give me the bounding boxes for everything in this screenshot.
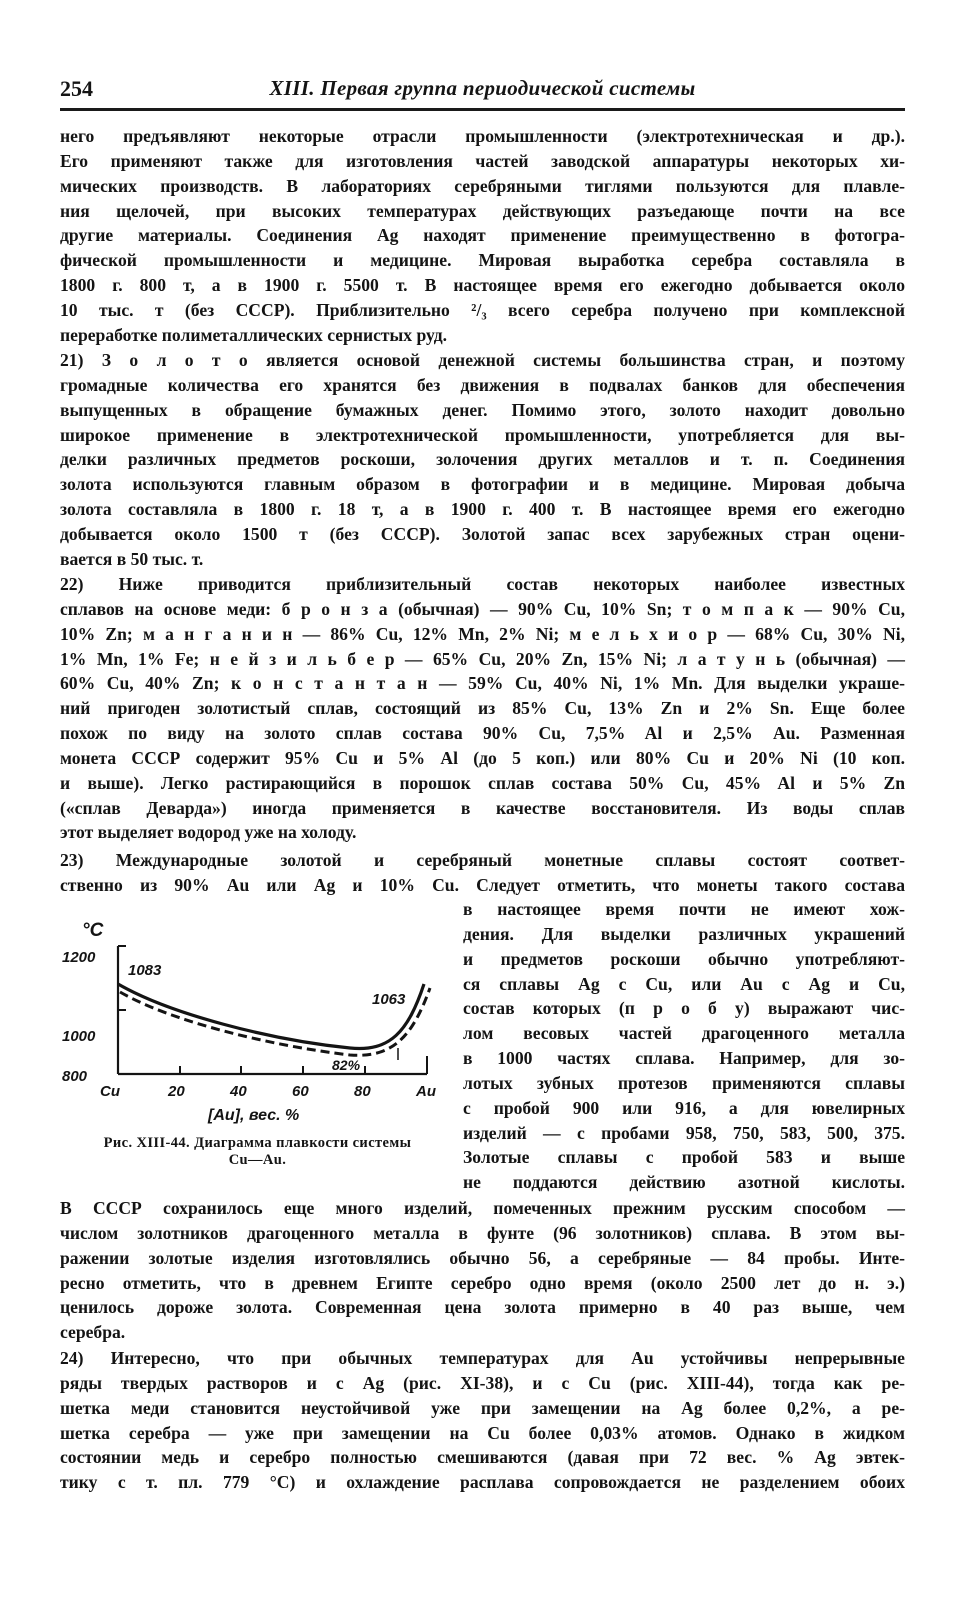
y-tick-1000: 1000 <box>62 1028 96 1045</box>
x-tick-au: Au <box>416 1083 436 1100</box>
text-line: ний пригоден золотистый сплав, состоящий из 85% Cu, 13% Zn и 2% Sn. Еще более <box>60 698 905 719</box>
figure-caption <box>60 1135 455 1169</box>
text-line: 1800 г. 800 т, а в 1900 г. 5500 т. В настоящее время его ежегодно добывается около <box>60 275 905 296</box>
text-line: с пробой 900 или 916, а для ювелирных <box>463 1097 905 1118</box>
text-line: состав которых (п р о б у) выражают чис- <box>463 998 905 1019</box>
y-tick-1200: 1200 <box>62 949 96 966</box>
text-line: и выше). Легко растирающийся в порошок сплав состава 50% Cu, 45% Al и 5% Zn <box>60 772 905 793</box>
note-23-continuation <box>60 1196 905 1345</box>
x-tick-80: 80 <box>354 1083 371 1100</box>
text-line: в настоящее время почти не имеют хож- <box>463 899 905 919</box>
text-line: 24) Интересно, что при обычных температурах для Au устойчивы непрерывные <box>60 1348 905 1368</box>
text-line: выпущенных в обращение бумажных денег. Помимо этого, золото находит довольно <box>60 399 905 420</box>
text-line: лотых зубных протезов применяются сплавы <box>463 1072 905 1093</box>
text-line: Золотые сплавы с пробой 583 и выше <box>463 1147 905 1168</box>
y-unit-label: °C <box>82 920 104 941</box>
text-line: сплавов на основе меди: б р о н з а (обычная) — 90% Cu, 10% Sn; т о м п а к — 90% Cu, <box>60 598 905 619</box>
text-line: ния щелочей, при высоких температурах действующих разъедающе почти на все <box>60 200 905 221</box>
text-line: числом золотников драгоценного металла в фунте (96 золотников) сплава. В этом вы- <box>60 1222 905 1243</box>
text-line: Его применяют также для изготовления частей заводской аппаратуры некоторых хи- <box>60 150 905 171</box>
x-tick-20: 20 <box>168 1083 185 1100</box>
cu-melting-point-label: 1083 <box>128 962 162 979</box>
text-line: ценилось дороже золота. Современная цена золота примерно в 40 раз выше, чем <box>60 1297 905 1318</box>
text-line: золота составляла в 1800 г. 18 т, а в 1900 г. 400 т. В настоящее время его ежегодно <box>60 499 905 520</box>
note-22-copper-alloys <box>60 572 905 845</box>
note-23-side-text <box>463 897 905 1195</box>
text-line: золота используются главным образом в фотографии и в медицине. Мировая добыча <box>60 474 905 495</box>
x-tick-40: 40 <box>230 1083 247 1100</box>
text-line: переработке полиметаллических сернистых руд. <box>60 324 448 345</box>
text-line: лом весовых частей драгоценного металла <box>463 1023 905 1044</box>
text-line: 10% Zn; м а н г а н и н — 86% Cu, 12% Mn, 2% Ni; м е л ь х и о р — 68% Cu, 30% Ni, <box>60 623 905 644</box>
header-rule <box>60 108 905 111</box>
text-line: ственно из 90% Au или Ag и 10% Cu. Следует отметить, что монеты такого состава <box>60 874 905 895</box>
text-line: дения. Для выделки различных украшений <box>463 923 905 944</box>
text-line: в 1000 частях сплава. Например, для зо- <box>463 1048 905 1069</box>
running-title: XIII. Первая группа периодической системы <box>269 76 696 100</box>
text-line: монета СССР содержит 95% Cu и 5% Al (до 5 коп.) или 80% Cu и 20% Ni (10 коп. <box>60 747 905 768</box>
text-line: 22) Ниже приводится приблизительный состав некоторых наиболее известных <box>60 574 905 594</box>
au-melting-point-label: 1063 <box>372 991 406 1008</box>
text-line: состоянии медь и серебро полностью смешиваются (давая при 72 вес. % Ag эвтек- <box>60 1447 905 1468</box>
text-line: и предметов роскоши обычно употребляют- <box>463 948 905 969</box>
text-line: мических производств. В лабораториях серебряными тиглями пользуются для плавле- <box>60 175 905 196</box>
text-line: другие материалы. Соединения Ag находят применение преимущественно в фотогра- <box>60 225 905 246</box>
note-23-coin-alloys <box>60 848 905 898</box>
x-tick-cu: Cu <box>100 1083 120 1100</box>
x-tick-60: 60 <box>292 1083 309 1100</box>
note-24-solid-solutions <box>60 1346 905 1495</box>
text-line: 1% Mn, 1% Fe; н е й з и л ь б е р — 65% Cu, 20% Zn, 15% Ni; л а т у н ь (обычная) — <box>60 648 905 669</box>
text-line: похож по виду на золото сплав состава 90% Cu, 7,5% Al и 2,5% Au. Разменная <box>60 723 905 744</box>
figure-caption-line-2: Cu—Au. <box>228 1152 287 1168</box>
text-line: не поддаются действию азотной кислоты. <box>463 1172 905 1193</box>
text-line: 23) Международные золотой и серебряный монетные сплавы состоят соответ- <box>60 850 905 870</box>
text-line: шетка меди становится неустойчивой уже при замещении на Ag более 0,2%, а ре- <box>60 1397 905 1418</box>
text-line: добывается около 1500 т (без СССР). Золотой запас всех зарубежных стран оцени- <box>60 523 905 544</box>
paragraph-silver-uses <box>60 124 905 348</box>
figure-cu-au-phase-diagram <box>60 912 455 1192</box>
text-line: 10 тыс. т (без СССР). Приблизительно ²/₃ всего серебра получено при комплексной <box>60 299 905 320</box>
text-line: фической промышленности и медицине. Мировая выработка серебра составляла в <box>60 250 905 271</box>
text-line: делки различных предметов роскоши, золочения других металлов и т. п. Соединения <box>60 449 905 470</box>
text-line: громадные количества его хранятся без движения в подвалах банков для обеспечения <box>60 374 905 395</box>
minimum-composition-label: 82% <box>332 1057 361 1073</box>
text-line: изделий — с пробами 958, 750, 583, 500, 375. <box>463 1122 905 1143</box>
text-line: серебра. <box>60 1322 126 1343</box>
phase-diagram-plot <box>60 912 455 1132</box>
text-line: ресно отметить, что в древнем Египте серебро одно время (около 2500 лет до н. э.) <box>60 1272 905 1293</box>
text-line: вается в 50 тыс. т. <box>60 548 204 569</box>
text-line: 60% Cu, 40% Zn; к о н с т а н т а н — 59% Cu, 40% Ni, 1% Mn. Для выделки украше- <box>60 673 905 694</box>
text-line: 21) З о л о т о является основой денежной системы большинства стран, и поэтому <box>60 350 905 370</box>
text-line: шетка серебра — уже при замещении на Cu более 0,03% атомов. Однако в жидком <box>60 1422 905 1443</box>
y-tick-800: 800 <box>62 1068 88 1085</box>
text-line: («сплав Деварда») иногда применяется в качестве восстановителя. Из воды сплав <box>60 797 905 818</box>
text-line: этот выделяет водород уже на холоду. <box>60 822 357 843</box>
text-line: ся сплавы Ag с Cu, или Au с Ag и Cu, <box>463 973 905 994</box>
text-line: В СССР сохранилось еще много изделий, помеченных прежним русским способом — <box>60 1198 905 1218</box>
page-header <box>60 72 905 106</box>
page-number: 254 <box>60 76 93 101</box>
text-line: него предъявляют некоторые отрасли промышленности (электротехническая и др.). <box>60 126 905 146</box>
text-line: ряды твердых растворов и с Ag (рис. XI-38), и с Cu (рис. XIII-44), тогда как ре- <box>60 1372 905 1393</box>
text-line: тику с т. пл. 779 °C) и охлаждение расплава сопровождается не разделением обоих <box>60 1472 905 1493</box>
text-line: ражении золотые изделия изготовлялись обычно 56, а серебряные — 84 пробы. Инте- <box>60 1247 905 1268</box>
x-axis-label: [Au], вес. % <box>208 1107 300 1124</box>
note-21-gold <box>60 348 905 572</box>
figure-caption-line-1: Рис. XIII-44. Диаграмма плавкости системы <box>103 1135 412 1151</box>
text-line: широкое применение в электротехнической промышленности, употребляется для вы- <box>60 424 905 445</box>
